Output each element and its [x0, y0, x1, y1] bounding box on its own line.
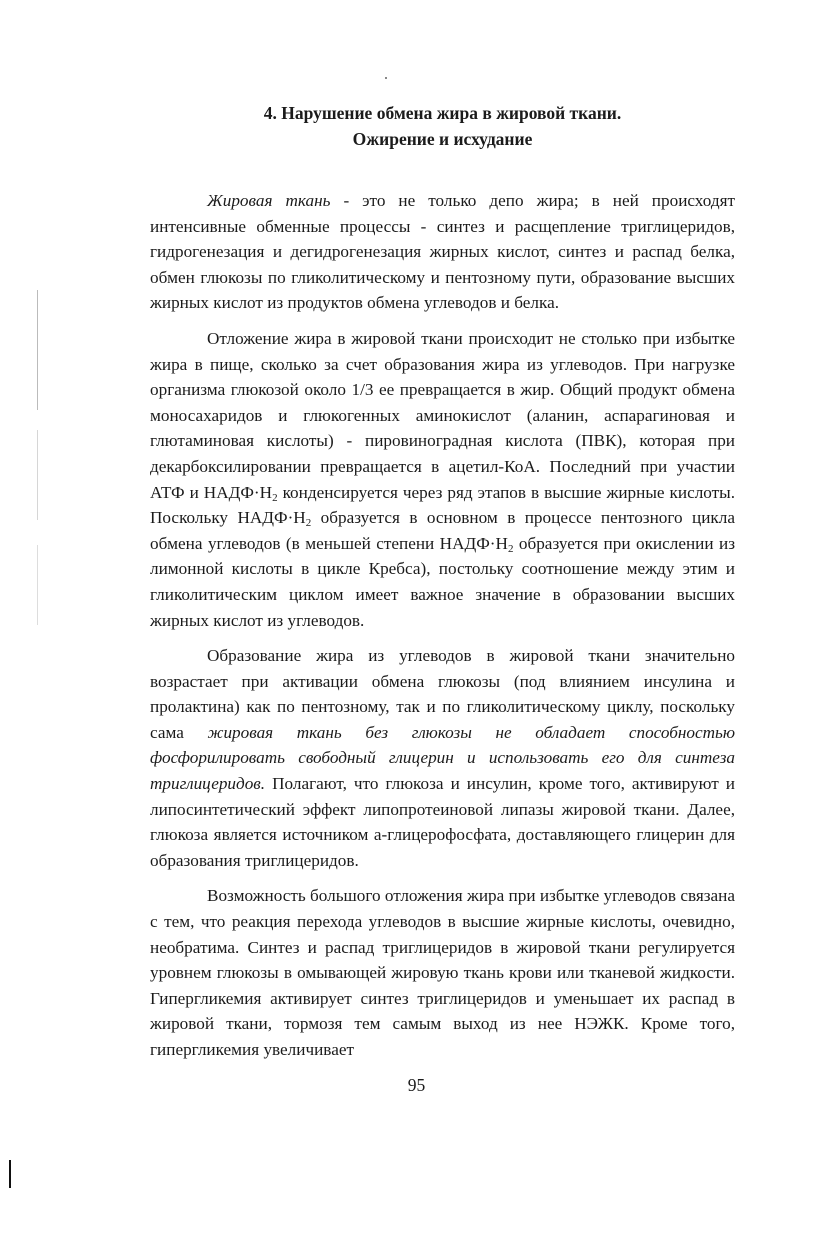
paragraph-2-text-c: образуется в основном в процессе пентозного цикла обмена углеводов (в меньшей степени НАДФ·Н — [150, 508, 735, 553]
subscript: 2 — [305, 517, 312, 530]
section-heading-line-1: 4. Нарушение обмена жира в жировой ткани. — [263, 103, 622, 123]
paragraph-2-text-b: конденсируется через ряд этапов в высшие жирные кислоты. Поскольку НАДФ·Н — [150, 482, 736, 528]
subscript: 2 — [272, 491, 278, 504]
page-number: 95 — [407, 1075, 426, 1095]
paragraph-3-italic: жировая ткань без глюкозы не обладает способностью фосфорилировать свободный глицерин и использовать его для синтеза триглицеридов. — [150, 722, 735, 794]
paragraph-4 — [150, 883, 735, 1062]
paragraph-2-text-a: Отложение жира в жировой ткани происходит не столько при избытке жира в пище, сколько за счет образования жира из углеводов. При нагрузке организма глюкозой около 1/3 ее превращается в жир. Общий продукт обмена моносахаридов и глюкогенных аминокислот (аланин, аспарагиновая и глютаминовая кислоты) - пировиноградная кислота (ПВК), которая при декарбоксилировании превращается в ацетил-КоА. Последний при участии АТФ и НАДФ·Н — [150, 328, 735, 502]
paragraph-4-text: Возможность большого отложения жира при избытке углеводов связана с тем, что реакция перехода углеводов в высшие жирные кислоты, очевидно, необратима. Синтез и распад триглицеридов в жировой ткани регулируется уровнем глюкозы в омывающей жировую ткань крови или тканевой жидкости. Гипергликемия активирует синтез триглицеридов и уменьшает их распад в жировой ткани, тормозя тем самым выход из нее НЭЖК. Кроме того, гипергликемия увеличивает — [150, 886, 735, 1059]
section-heading-line-2: Ожирение и исхудание — [352, 129, 533, 149]
paragraph-2-text-d: образуется при окислении из лимонной кислоты в цикле Кребса), постольку соотношение между этим и гликолитическим циклом имеет важное значение в образовании высших жирных кислот из углеводов. — [150, 533, 735, 630]
section-heading — [150, 100, 735, 152]
scan-dot — [385, 77, 387, 79]
page-body — [150, 100, 735, 1073]
scan-margin-mark — [37, 430, 38, 520]
paragraph-2 — [150, 326, 735, 633]
paragraph-1 — [150, 188, 735, 316]
paragraph-3-text-b: Полагают, что глюкоза и инсулин, кроме того, активируют и липосинтетический эффект липопротеиновой липазы жировой ткани. Далее, глюкоза является источником а-глицерофосфата, доставляющего глицерин для образования триглицеридов. — [150, 774, 735, 870]
scan-margin-mark — [37, 290, 38, 410]
paragraph-1-text: - это не только депо жира; в ней происходят интенсивные обменные процессы - синтез и расщепление триглицеридов, гидрогенезация и дегидрогенезация жирных кислот, синтез и распад белка, обмен глюкозы по гликолитическому и пентозному пути, образование высших жирных кислот из продуктов обмена углеводов и белка. — [150, 191, 735, 313]
paragraph-3-text-a: Образование жира из углеводов в жировой ткани значительно возрастает при активации обмена глюкозы (под влиянием инсулина и пролактина) как по пентозному, так и по гликолитическому циклу, поскольку сама — [150, 646, 735, 742]
scan-edge-bar — [9, 1160, 11, 1188]
scan-margin-mark — [37, 545, 38, 625]
italic-term: Жировая ткань — [207, 191, 331, 210]
subscript: 2 — [507, 542, 514, 555]
paragraph-3 — [150, 643, 735, 873]
